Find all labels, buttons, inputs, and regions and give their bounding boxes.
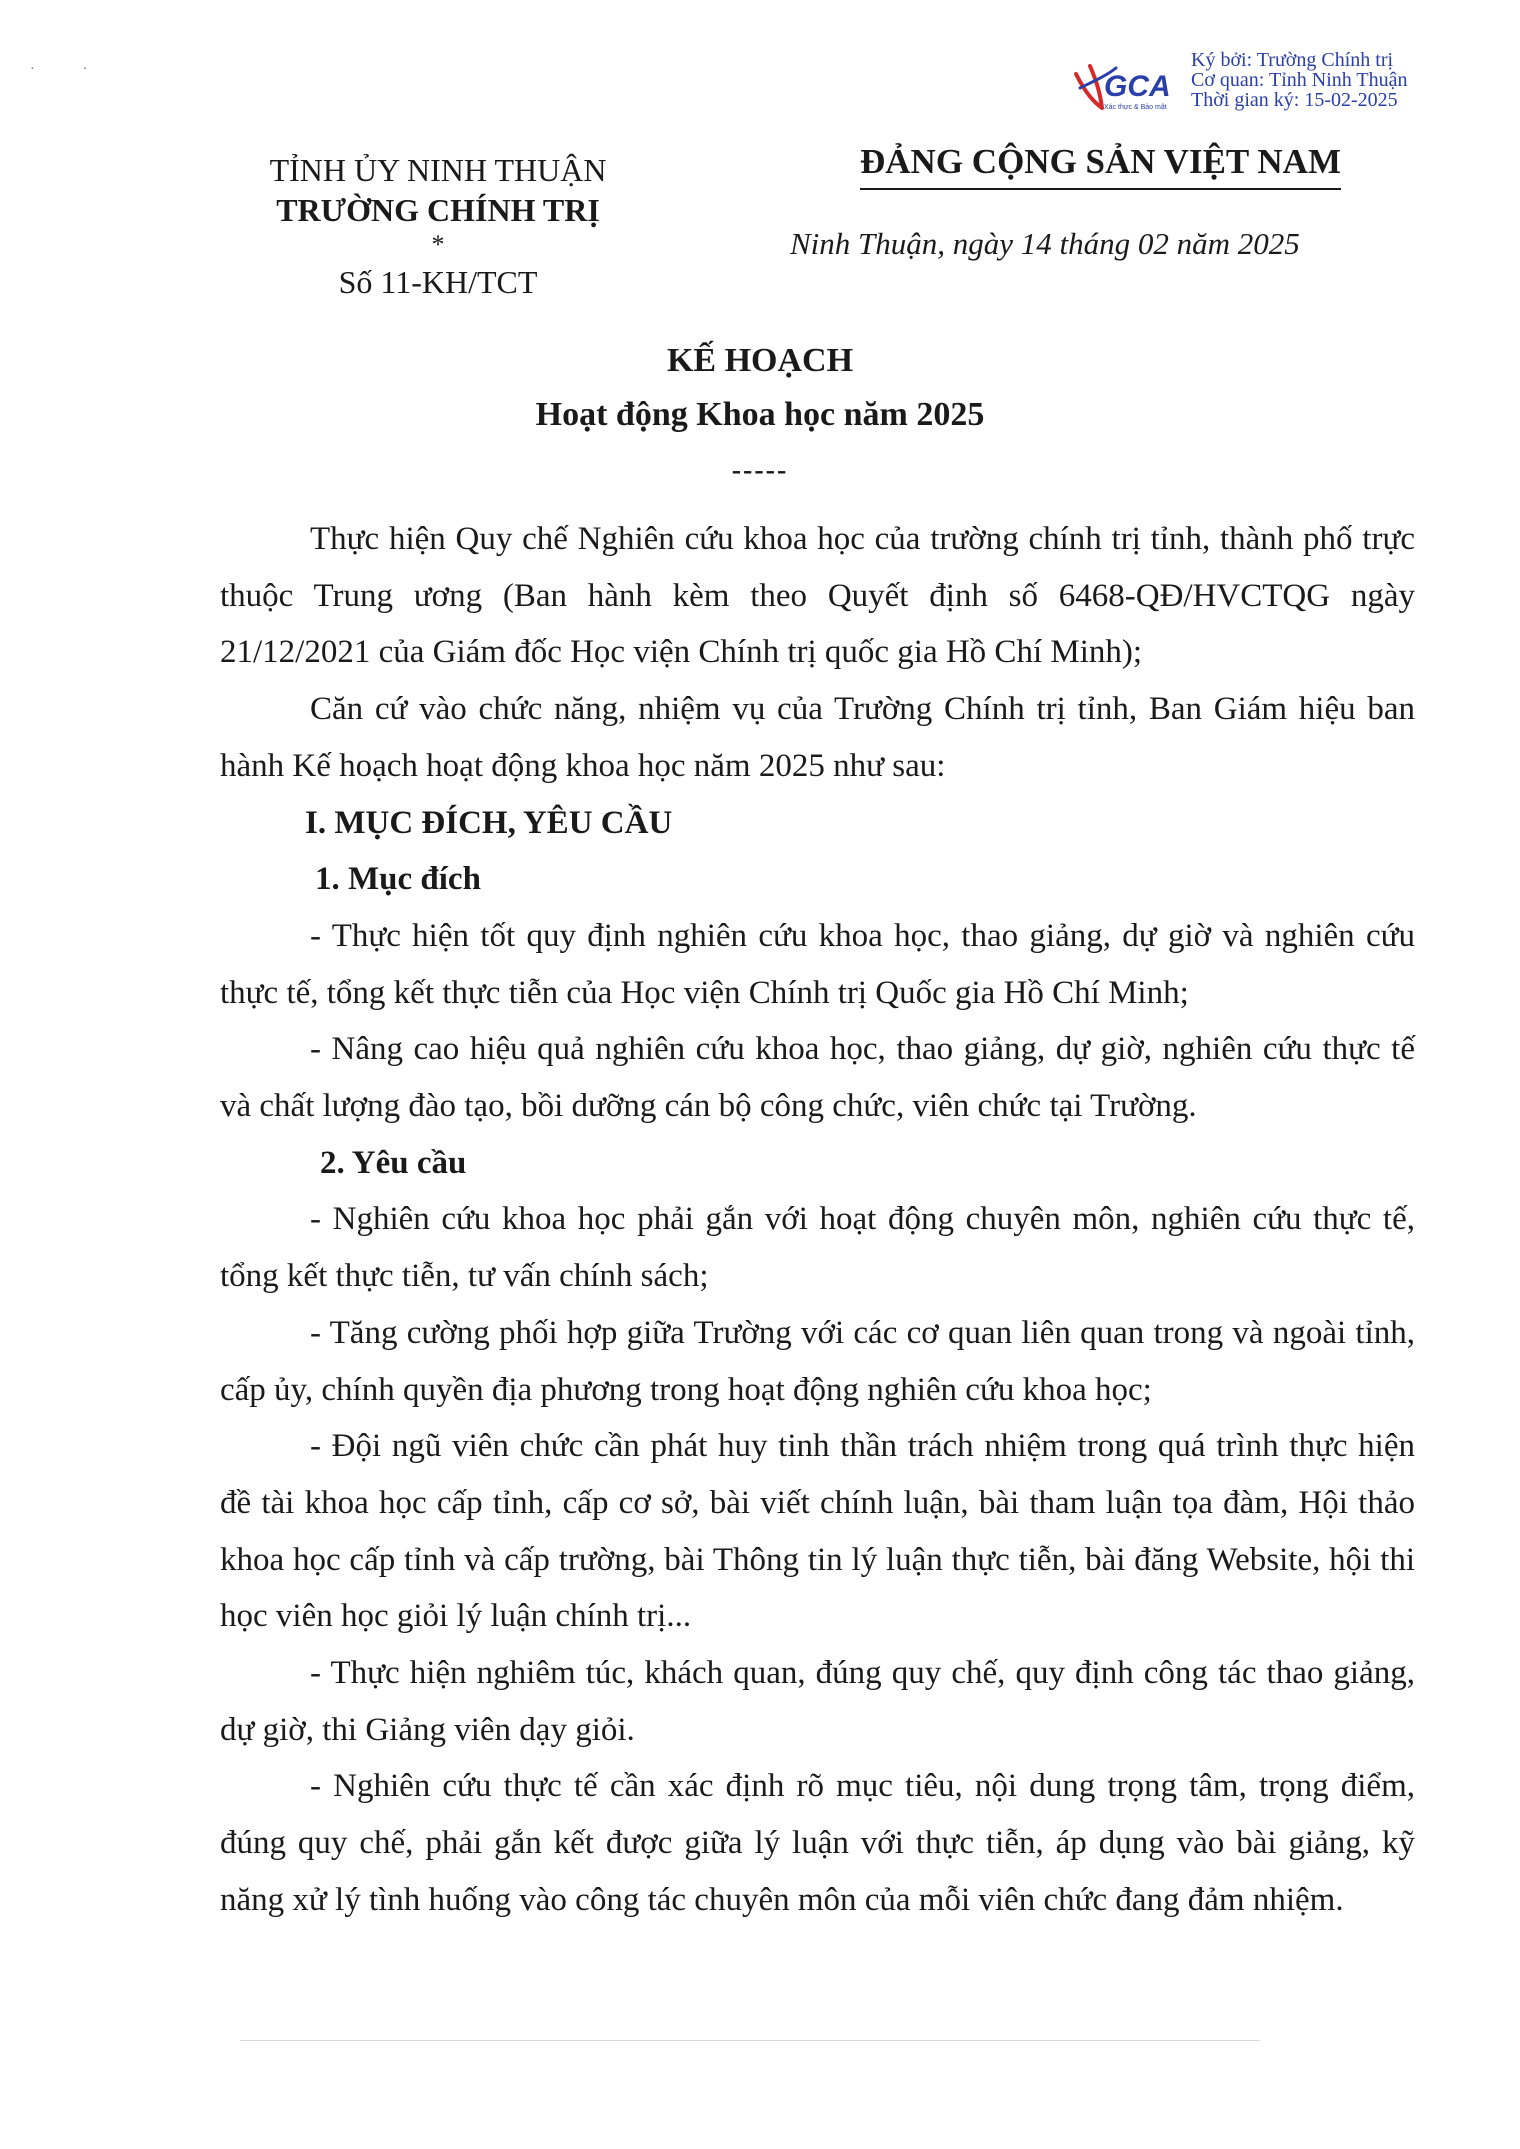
paragraph: - Nâng cao hiệu quả nghiên cứu khoa học, thao giảng, dự giờ, nghiên cứu thực tế và chất lượng đào tạo, bồi dưỡng cán bộ công chức, viên chức tại Trường. xyxy=(220,1031,1415,1125)
place-and-date: Ninh Thuận, ngày 14 tháng 02 năm 2025 xyxy=(790,226,1300,261)
paragraph: - Thực hiện tốt quy định nghiên cứu khoa học, thao giảng, dự giờ và nghiên cứu thực tế, tổng kết thực tiễn của Học viện Chính trị Quốc gia Hồ Chí Minh; xyxy=(220,917,1415,1011)
signature-details xyxy=(1191,50,1408,110)
subsection-heading: 1. Mục đích xyxy=(315,861,481,898)
svg-text:GCA: GCA xyxy=(1104,70,1171,103)
signed-by: Ký bởi: Trường Chính trị xyxy=(1191,49,1394,71)
issuing-organization xyxy=(228,150,648,302)
gca-logo-icon xyxy=(1072,58,1187,112)
document-type: KẾ HOẠCH xyxy=(666,342,854,379)
paragraph: - Nghiên cứu thực tế cần xác định rõ mục tiêu, nội dung trọng tâm, trọng điểm, đúng quy chế, phải gắn kết được giữa lý luận với thực tiễn, áp dụng vào bài giảng, kỹ năng xử lý tình huống vào công tác chuyên môn của mỗi viên chức đang đảm nhiệm. xyxy=(220,1768,1415,1918)
paragraph: - Đội ngũ viên chức cần phát huy tinh thần trách nhiệm trong quá trình thực hiện đề tài khoa học cấp tỉnh, cấp cơ sở, bài viết chính luận, bài tham luận tọa đàm, Hội thảo khoa học cấp tỉnh và cấp trường, bài Thông tin lý luận thực tiễn, bài đăng Website, hội thi học viên học giỏi lý luận chính trị... xyxy=(220,1428,1415,1635)
party-name: ĐẢNG CỘNG SẢN VIỆT NAM xyxy=(860,142,1341,190)
paragraph: - Thực hiện nghiêm túc, khách quan, đúng quy chế, quy định công tác thao giảng, dự giờ, thi Giảng viên dạy giỏi. xyxy=(220,1655,1415,1748)
org-name: TRƯỜNG CHÍNH TRỊ xyxy=(276,192,600,228)
org-parent: TỈNH ỦY NINH THUẬN xyxy=(269,152,607,188)
signing-agency: Cơ quan: Tỉnh Ninh Thuận xyxy=(1191,69,1408,91)
scan-specks: ·· xyxy=(30,62,136,77)
document-number: Số 11-KH/TCT xyxy=(338,264,538,300)
document-body xyxy=(220,511,1415,1929)
star-mark: * xyxy=(431,230,445,259)
svg-text:Xác thực & Bảo mật: Xác thực & Bảo mật xyxy=(1104,104,1167,111)
digital-signature xyxy=(1072,50,1492,120)
signing-time: Thời gian ký: 15-02-2025 xyxy=(1191,89,1398,111)
subsection-heading: 2. Yêu cầu xyxy=(320,1144,467,1181)
document-subject: Hoạt động Khoa học năm 2025 xyxy=(535,396,985,433)
paragraph: - Tăng cường phối hợp giữa Trường với các cơ quan liên quan trong và ngoài tỉnh, cấp ủy, chính quyền địa phương trong hoạt động nghiên cứu khoa học; xyxy=(220,1314,1415,1408)
scan-line xyxy=(240,2040,1260,2041)
party-header xyxy=(860,142,1440,190)
paragraph: Thực hiện Quy chế Nghiên cứu khoa học của trường chính trị tỉnh, thành phố trực thuộc Trung ương (Ban hành kèm theo Quyết định số 6468-QĐ/HVCTQG ngày 21/12/2021 của Giám đốc Học viện Chính trị quốc gia Hồ Chí Minh); xyxy=(220,521,1415,671)
section-heading: I. MỤC ĐÍCH, YÊU CẦU xyxy=(305,804,673,841)
paragraph: Căn cứ vào chức năng, nhiệm vụ của Trường Chính trị tỉnh, Ban Giám hiệu ban hành Kế hoạch hoạt động khoa học năm 2025 như sau: xyxy=(220,691,1415,784)
paragraph: - Nghiên cứu khoa học phải gắn với hoạt động chuyên môn, nghiên cứu thực tế, tổng kết thực tiễn, tư vấn chính sách; xyxy=(220,1201,1415,1295)
title-separator: ----- xyxy=(731,455,789,486)
